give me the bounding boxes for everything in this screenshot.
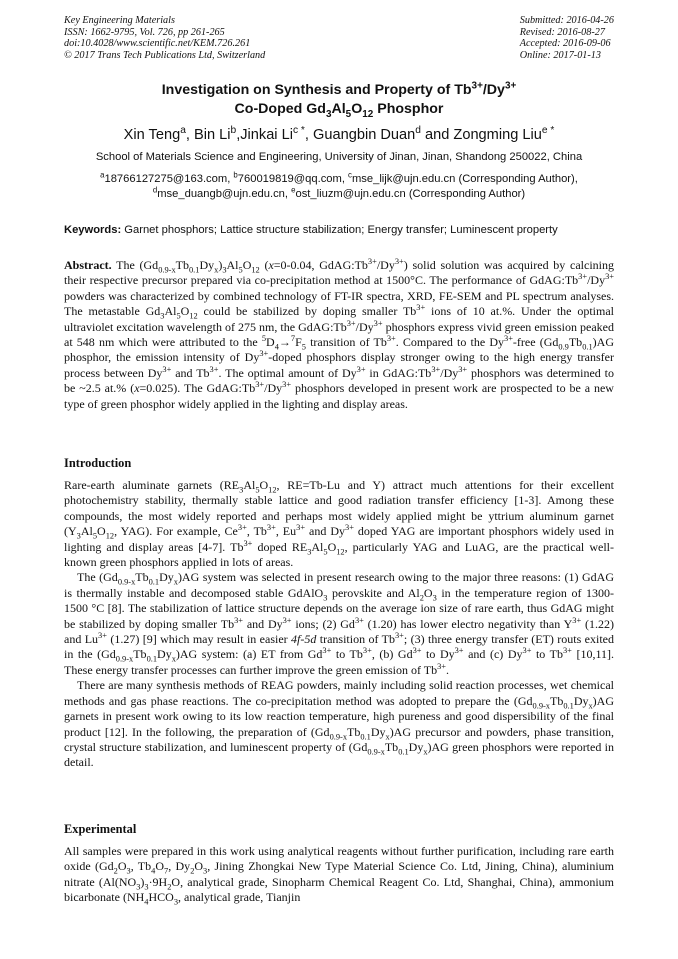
journal-header-left	[64, 15, 265, 61]
paper-title: Investigation on Synthesis and Property of $Tb^{3+}/Dy^{3+}$ Co-Doped $Gd_3Al_5O_{12}$ Phosphor	[161, 80, 517, 120]
keywords: Keywords: Garnet phosphors; Lattice structure stabilization; Energy transfer; Luminescent property	[64, 224, 558, 236]
section-heading-introduction: Introduction	[64, 456, 132, 470]
submitted-date: Submitted: 2016-04-26	[519, 15, 614, 26]
author-list: Xin Teng$^a$, Bin Li$^b$,Jinkai $Li^{c *}$, Guangbin Duan$^d$ and Zongming Liu$^{e *}$	[123, 125, 555, 143]
issn-line: ISSN: 1662-9795, Vol. 726, pp 261-265	[64, 26, 225, 38]
online-date: Online: 2017-01-13	[519, 49, 601, 61]
accepted-date: Accepted: 2016-09-06	[519, 38, 611, 50]
abstract: Abstract. The $(Gd_{0.9-x}Tb_{0.1}Dy_x)_3Al_5O_{12}$ (x=0-0.04, $GdAG:Tb^{3+}/Dy^{3+}$) solid solution was acquired by calcining their respective precursor prepared via co-precipitation method at 1500°C. The performance of $GdAG:Tb^{3+}/Dy^{3+}$ powders was characterized by combined technology of FT-IR spectra, XRD, FE-SEM and PL spectrum analyses. The metastable $Gd_3Al_5O_{12}$ could be stabilized by doping smaller $Tb^{3+}$ ions of 10 at.%. Under the optimal ultraviolet excitation wavelength of 275 nm, the $GdAG:Tb^{3+}/Dy^{3+}$ phosphors express vivid green emission peaked at 548 nm which were attributed to the $^5D_4\to^7F_5$ transition of $Tb^{3+}$. Compared to the $Dy^{3+}$-free $(Gd_{0.9}Tb_{0.1})AG$ phosphor, the emission intensity of $Dy^{3+}$-doped phosphors display stronger owing to the high energy transfer process between $Dy^{3+}$ and $Tb^{3+}$. The optimal amount of $Dy^{3+}$ in $GdAG:Tb^{3+}/Dy^{3+}$ phosphors was determined to be ~2.5 at.% (x=0.025). The $GdAG:Tb^{3+}/Dy^{3+}$ phosphors developed in present work are prospected to be a new type of green phosphor widely applied in the lighting and display areas.	[64, 257, 614, 411]
section-heading-experimental: Experimental	[64, 822, 137, 836]
journal-header-right	[520, 15, 614, 61]
author-emails: $^a$18766127275@163.com, $^b$760019819@qq.com, $^c$mse_lijk@ujn.edu.cn (Corresponding Author), $^d$mse_duangb@ujn.edu.cn, $^e$ost_liuzm@ujn.edu.cn (Corresponding Author)	[100, 170, 578, 200]
revised-date: Revised: 2016-08-27	[519, 26, 605, 38]
introduction-text: Rare-earth aluminate garnets ($RE_3Al_5O_{12}$, RE=Tb-Lu and Y) attract much attentions for their excellent photochemistry stability, thermally stable lattice and good radiation transfer efficiency [1-3]. Among these compounds, the most widely reported and perhaps most widely applied might be yttrium aluminum garnet ($Y_3Al_5O_{12}$, YAG). For example, $Ce^{3+}$, $Tb^{3+}$, $Eu^{3+}$ and $Dy^{3+}$ doped YAG are important phosphors widely used in lighting and display areas [4-7]. $Tb^{3+}$ doped $RE_3Al_5O_{12}$, particularly YAG and LuAG, are the practical well-known green phosphors applied in lots of areas. The $(Gd_{0.9-x}Tb_{0.1}Dy_x)AG$ system was selected in present research owing to the major three reasons: (1) GdAG is thermally instable and decomposed stable GdAlO$_3$ perovskite and $Al_2O_3$ in the temperature region of 1300-1500 °C [8]. The stabilization of lattice structure depends on the average ion size of rare earth, thus GdAG might be stabilized by doping smaller $Tb^{3+}$ and $Dy^{3+}$ ions; (2) $Gd^{3+}$ (1.20) has lower electro negativity than $Y^{3+}$ (1.22) and $Lu^{3+}$ (1.27) [9] which may result in easier 4f-5d transition of $Tb^{3+}$; (3) three energy transfer (ET) routs exited in the $(Gd_{0.9-x}Tb_{0.1}Dy_x)AG$ system: (a) ET from $Gd^{3+}$ to $Tb^{3+}$, (b) $Gd^{3+}$ to $Dy^{3+}$ and (c) $Dy^{3+}$ to $Tb^{3+}$ [10,11]. These energy transfer processes can further improve the green emission of $Tb^{3+}$. There are many synthesis methods of REAG powders, mainly including solid reaction processes, wet chemical methods and gas phase reactions. The co-precipitation method was adopted to prepare the $(Gd_{0.9-x}Tb_{0.1}Dy_x)AG$ garnets in present work owing to its low reaction temperature, high pureness and good dispersibility of the final product [12]. In the following, the preparation of $(Gd_{0.9-x}Tb_{0.1}Dy_x)AG$ precursor and powders, phase transition, crystal structure stabilization, and luminescent property of $(Gd_{0.9-x}Tb_{0.1}Dy_x)AG$ green phosphors were reported in detail.	[64, 478, 615, 770]
affiliation: School of Materials Science and Engineering, University of Jinan, Jinan, Shandong 250022, China	[95, 151, 583, 163]
experimental-text: All samples were prepared in this work using analytical reagents without further purification, including rare earth oxide ($Gd_2O_3$, $Tb_4O_7$, $Dy_2O_3$, Jining Zhongkai New Type Material Science Co. Ltd, Jining, China), aluminium nitrate ($Al(NO_3)_3\cdot 9H_2O$, analytical grade, Sinopharm Chemical Reagent Co. Ltd, Shanghai, China), ammonium bicarbonate ($NH_4HCO_3$, analytical grade, Tianjin	[64, 844, 614, 907]
journal-name: Key Engineering Materials	[64, 15, 175, 26]
copyright-line: © 2017 Trans Tech Publications Ltd, Switzerland	[64, 49, 266, 61]
doi-line: doi:10.4028/www.scientific.net/KEM.726.261	[64, 38, 251, 50]
